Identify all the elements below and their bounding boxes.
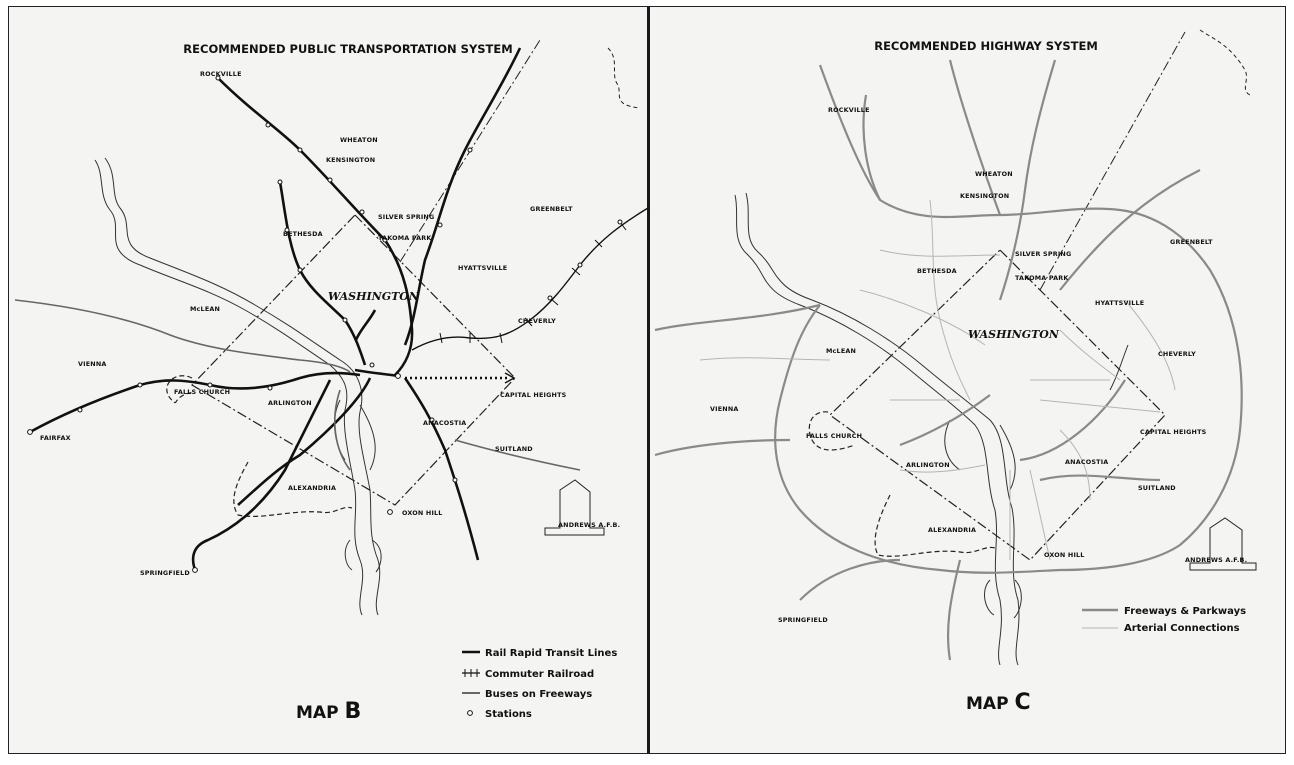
c-label-suitland: SUITLAND xyxy=(1138,484,1176,492)
legend-rail-label: Rail Rapid Transit Lines xyxy=(485,648,618,659)
c-label-kensington: KENSINGTON xyxy=(960,192,1010,200)
map-b xyxy=(15,40,648,724)
map-c-falls-church-boundary xyxy=(809,412,855,450)
map-b-legend xyxy=(462,648,617,720)
label-springfield: SPRINGFIELD xyxy=(140,569,190,577)
legend-freeway-label: Freeways & Parkways xyxy=(1124,606,1247,617)
c-label-capital-heights: CAPITAL HEIGHTS xyxy=(1140,428,1207,436)
map-c xyxy=(655,30,1256,715)
label-rockville: ROCKVILLE xyxy=(200,70,242,78)
label-anacostia: ANACOSTIA xyxy=(423,419,467,427)
c-label-greenbelt: GREENBELT xyxy=(1170,238,1213,246)
map-b-dc-boundary xyxy=(192,215,515,505)
label-fairfax: FAIRFAX xyxy=(40,434,71,442)
c-label-silver-spring: SILVER SPRING xyxy=(1015,250,1072,258)
legend-bus-label: Buses on Freeways xyxy=(485,689,593,700)
legend-station-symbol xyxy=(468,711,473,716)
label-arlington: ARLINGTON xyxy=(268,399,312,407)
label-kensington: KENSINGTON xyxy=(326,156,376,164)
label-wheaton: WHEATON xyxy=(340,136,378,144)
map-c-label: MAP C xyxy=(966,690,1031,715)
c-label-mclean: McLEAN xyxy=(826,347,857,355)
c-label-wheaton: WHEATON xyxy=(975,170,1013,178)
label-takoma-park: TAKOMA PARK xyxy=(378,234,432,242)
c-label-cheverly: CHEVERLY xyxy=(1158,350,1196,358)
label-hyattsville: HYATTSVILLE xyxy=(458,264,508,272)
c-label-andrews: ANDREWS A.F.B. xyxy=(1185,556,1248,564)
legend-station-label: Stations xyxy=(485,709,532,720)
label-greenbelt: GREENBELT xyxy=(530,205,573,213)
map-c-arterials xyxy=(700,200,1175,560)
label-cheverly: CHEVERLY xyxy=(518,317,556,325)
label-mclean: McLEAN xyxy=(190,305,221,313)
legend-arterial-label: Arterial Connections xyxy=(1124,623,1240,634)
label-bethesda: BETHESDA xyxy=(283,230,323,238)
label-capital-heights: CAPITAL HEIGHTS xyxy=(500,391,567,399)
c-label-hyattsville: HYATTSVILLE xyxy=(1095,299,1145,307)
c-label-springfield: SPRINGFIELD xyxy=(778,616,828,624)
label-vienna: VIENNA xyxy=(78,360,107,368)
label-silver-spring: SILVER SPRING xyxy=(378,213,435,221)
c-label-bethesda: BETHESDA xyxy=(917,267,957,275)
label-alexandria: ALEXANDRIA xyxy=(288,484,337,492)
map-b-commuter-railroad xyxy=(412,208,648,350)
map-c-title: RECOMMENDED HIGHWAY SYSTEM xyxy=(874,39,1098,53)
c-label-falls-church: FALLS CHURCH xyxy=(806,432,863,440)
legend-commuter-label: Commuter Railroad xyxy=(485,669,595,680)
map-c-legend xyxy=(1082,606,1246,634)
c-label-oxon-hill: OXON HILL xyxy=(1044,551,1085,559)
c-label-washington: WASHINGTON xyxy=(968,328,1059,341)
map-c-dc-boundary xyxy=(830,250,1165,560)
label-suitland: SUITLAND xyxy=(495,445,533,453)
map-c-freeways xyxy=(655,60,1242,660)
label-washington: WASHINGTON xyxy=(328,290,419,303)
map-b-title: RECOMMENDED PUBLIC TRANSPORTATION SYSTEM xyxy=(183,42,513,56)
c-label-anacostia: ANACOSTIA xyxy=(1065,458,1109,466)
c-label-takoma-park: TAKOMA PARK xyxy=(1015,274,1069,282)
map-c-river xyxy=(735,193,1128,665)
label-oxon-hill: OXON HILL xyxy=(402,509,443,517)
label-falls-church: FALLS CHURCH xyxy=(174,388,231,396)
c-label-arlington: ARLINGTON xyxy=(906,461,950,469)
c-label-vienna: VIENNA xyxy=(710,405,739,413)
map-c-county-line-east xyxy=(1200,30,1250,95)
c-label-rockville: ROCKVILLE xyxy=(828,106,870,114)
map-b-label: MAP B xyxy=(296,699,362,724)
c-label-alexandria: ALEXANDRIA xyxy=(928,526,977,534)
map-b-place-labels xyxy=(40,70,620,577)
map-b-county-line-east xyxy=(608,48,640,108)
label-andrews: ANDREWS A.F.B. xyxy=(558,521,621,529)
